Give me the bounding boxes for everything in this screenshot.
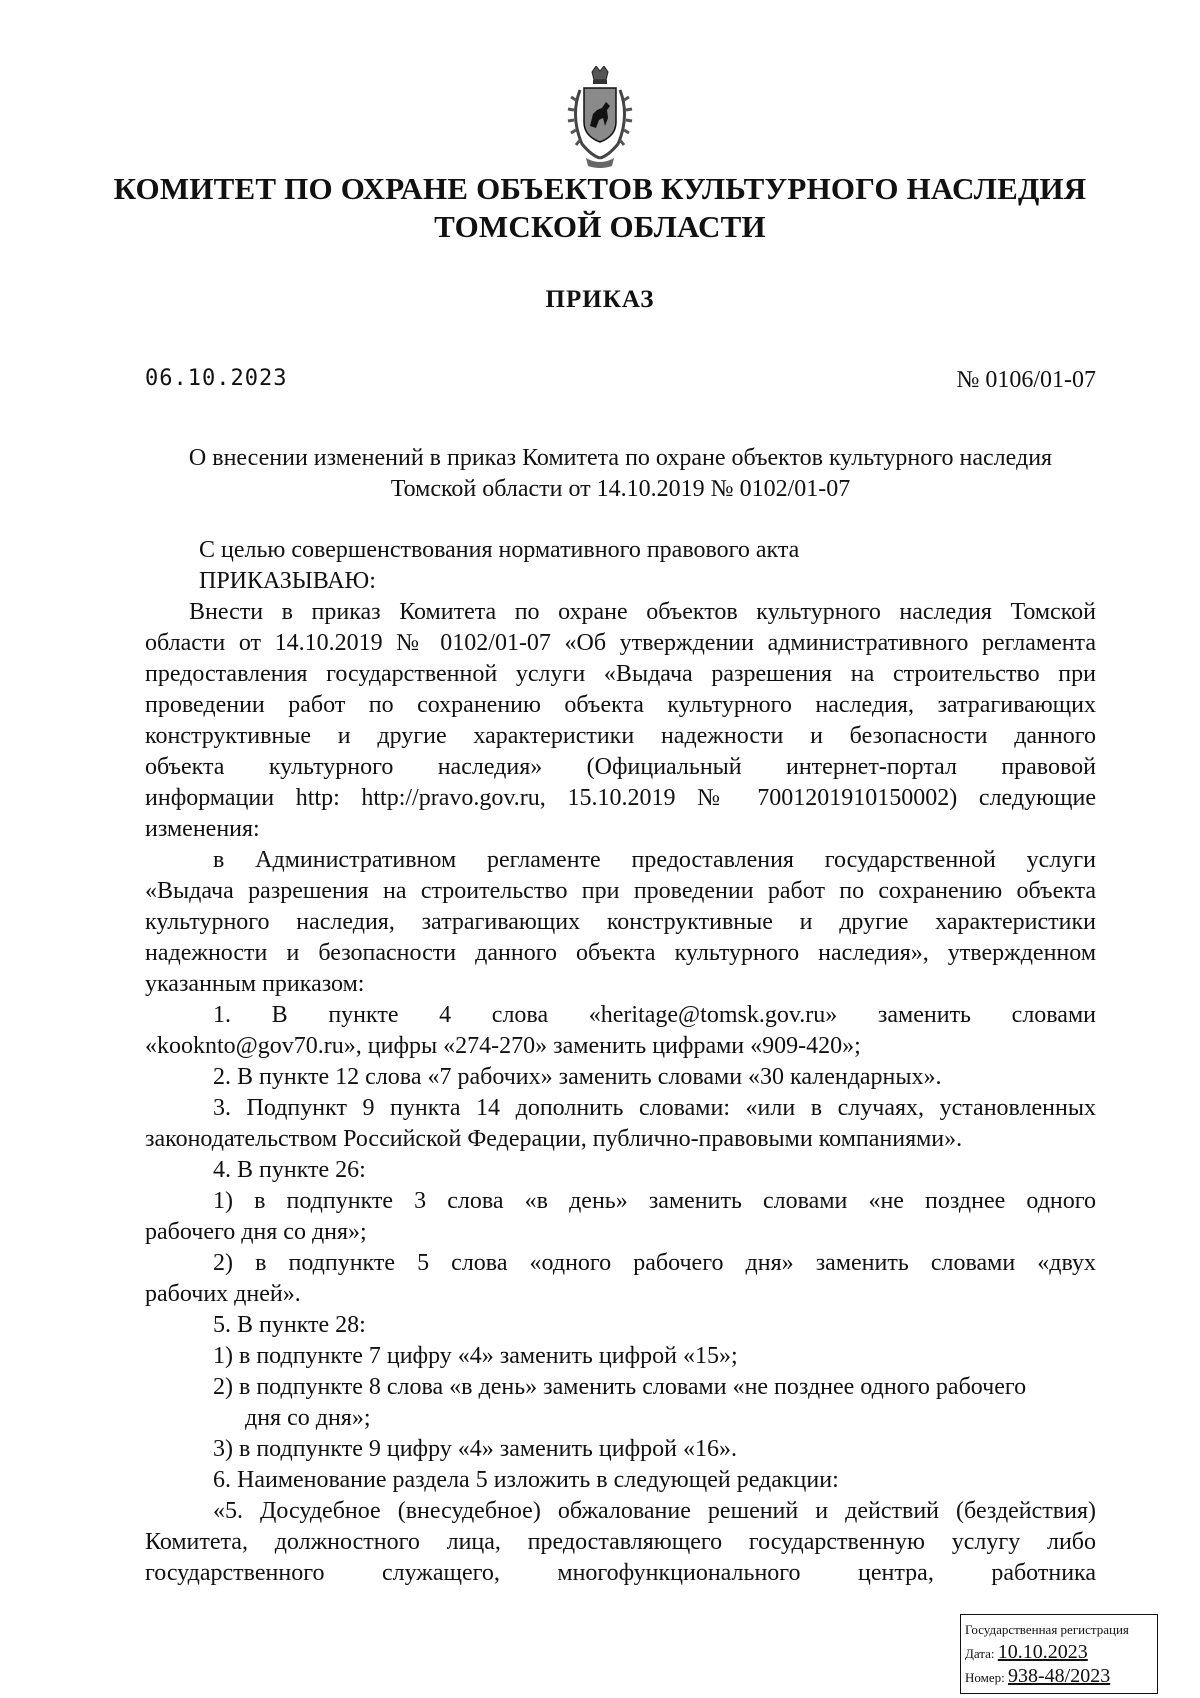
body-line: дня со дня»;: [245, 1405, 371, 1431]
organization-name-line-1: КОМИТЕТ ПО ОХРАНЕ ОБЪЕКТОВ КУЛЬТУРНОГО НАСЛЕДИЯ: [113, 171, 1087, 206]
order-subject: [145, 443, 1096, 505]
body-line: указанным приказом:: [145, 971, 365, 997]
body-line: 1) в подпункте 7 цифру «4» заменить цифрой «15»;: [213, 1343, 738, 1369]
stamp-number-row: [965, 1665, 1153, 1689]
body-line: 5. В пункте 28:: [213, 1312, 366, 1338]
body-line: предоставления государственной услуги «Выдача разрешения на строительство при: [145, 661, 1096, 687]
body-line: проведении работ по сохранению объекта культурного наследия, затрагивающих: [145, 692, 1096, 718]
body-line: 3. Подпункт 9 пункта 14 дополнить словами: «или в случаях, установленных: [213, 1095, 1096, 1121]
stamp-date-row: [965, 1641, 1153, 1665]
body-line: информации http: http://pravo.gov.ru, 15.10.2019 № 7001201910150002) следующие: [145, 785, 1096, 811]
order-body: [145, 535, 1096, 1589]
body-line: 3) в подпункте 9 цифру «4» заменить цифрой «16».: [213, 1436, 737, 1462]
stamp-number-label: Номер:: [965, 1670, 1005, 1685]
body-line: ПРИКАЗЫВАЮ:: [199, 568, 376, 594]
body-line: законодательством Российской Федерации, публично-правовыми компаниями».: [145, 1126, 963, 1152]
body-line: 1) в подпункте 3 слова «в день» заменить словами «не позднее одного: [213, 1188, 1096, 1214]
order-date: 06.10.2023: [145, 366, 288, 391]
body-line: Комитета, должностного лица, предоставляющего государственную услугу либо: [145, 1529, 1096, 1555]
body-line: 1. В пункте 4 слова «heritage@tomsk.gov.ru» заменить словами: [213, 1002, 1096, 1028]
body-line: 2) в подпункте 5 слова «одного рабочего дня» заменить словами «двух: [213, 1250, 1096, 1276]
body-line: 2. В пункте 12 слова «7 рабочих» заменить словами «30 календарных».: [213, 1064, 942, 1090]
body-line: Внести в приказ Комитета по охране объектов культурного наследия Томской: [189, 599, 1096, 625]
coat-of-arms-emblem: [566, 66, 634, 170]
order-number: № 0106/01-07: [956, 367, 1096, 393]
body-line: государственного служащего, многофункционального центра, работника: [145, 1560, 1096, 1586]
body-line: «Выдача разрешения на строительство при проведении работ по сохранению объекта: [145, 878, 1096, 904]
body-line: области от 14.10.2019 № 0102/01-07 «Об утверждении административного регламента: [145, 630, 1096, 656]
organization-name-line-2: ТОМСКОЙ ОБЛАСТИ: [434, 209, 766, 244]
body-line: объекта культурного наследия» (Официальный интернет-портал правовой: [145, 754, 1096, 780]
registration-stamp: [960, 1614, 1158, 1694]
stamp-title: Государственная регистрация: [965, 1622, 1129, 1637]
body-line: С целью совершенствования нормативного правового акта: [199, 537, 800, 563]
body-line: конструктивные и другие характеристики надежности и безопасности данного: [145, 723, 1096, 749]
stamp-date-value: 10.10.2023: [997, 1641, 1088, 1663]
document-type-title: ПРИКАЗ: [545, 286, 655, 313]
stamp-date-label: Дата:: [965, 1646, 995, 1661]
body-line: изменения:: [145, 816, 260, 842]
body-line: культурного наследия, затрагивающих конструктивные и другие характеристики: [145, 909, 1096, 935]
body-line: 6. Наименование раздела 5 изложить в следующей редакции:: [213, 1467, 839, 1493]
subject-line-2: Томской области от 14.10.2019 № 0102/01-07: [390, 476, 851, 502]
stamp-number-value: 938-48/2023: [1008, 1665, 1111, 1687]
body-line: 2) в подпункте 8 слова «в день» заменить словами «не позднее одного рабочего: [213, 1374, 1027, 1400]
body-line: 4. В пункте 26:: [213, 1157, 366, 1183]
body-line: надежности и безопасности данного объекта культурного наследия», утвержденном: [145, 940, 1096, 966]
body-line: рабочего дня со дня»;: [145, 1219, 367, 1245]
body-line: «5. Досудебное (внесудебное) обжалование решений и действий (бездействия): [213, 1498, 1096, 1524]
body-line: рабочих дней».: [145, 1281, 301, 1307]
subject-line-1: О внесении изменений в приказ Комитета по охране объектов культурного наследия: [188, 445, 1053, 471]
body-line: «kookntо@gov70.ru», цифры «274-270» заменить цифрами «909-420»;: [145, 1033, 861, 1059]
body-line: в Административном регламенте предоставления государственной услуги: [213, 847, 1096, 873]
